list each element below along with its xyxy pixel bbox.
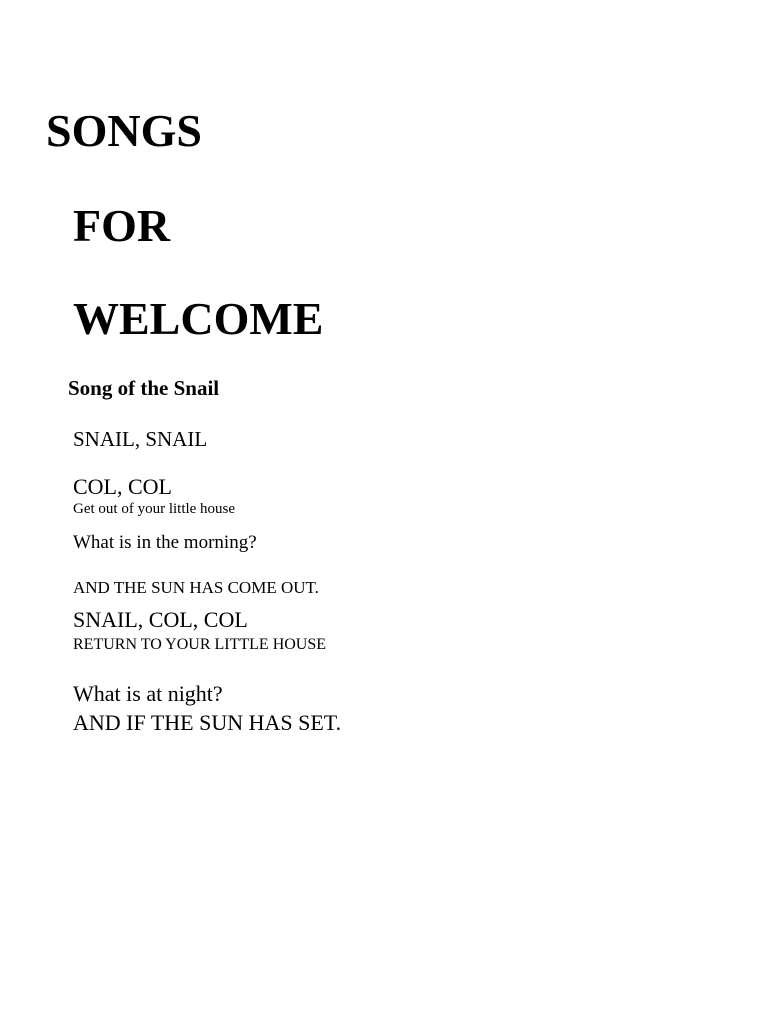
heading-line-songs: SONGS	[46, 105, 202, 156]
song-line-9: AND IF THE SUN HAS SET.	[73, 710, 342, 735]
heading-line-welcome: WELCOME	[73, 293, 324, 344]
song-line-5: AND THE SUN HAS COME OUT.	[73, 578, 319, 597]
song-line-2: COL, COL	[73, 474, 172, 499]
song-line-6: SNAIL, COL, COL	[73, 607, 248, 632]
song-title: Song of the Snail	[68, 376, 220, 400]
song-line-4: What is in the morning?	[73, 532, 257, 553]
song-line-7: RETURN TO YOUR LITTLE HOUSE	[73, 636, 327, 653]
heading-line-for: FOR	[73, 200, 171, 251]
song-line-8: What is at night?	[73, 681, 223, 706]
song-line-3: Get out of your little house	[73, 501, 236, 517]
song-line-1: SNAIL, SNAIL	[73, 427, 208, 451]
